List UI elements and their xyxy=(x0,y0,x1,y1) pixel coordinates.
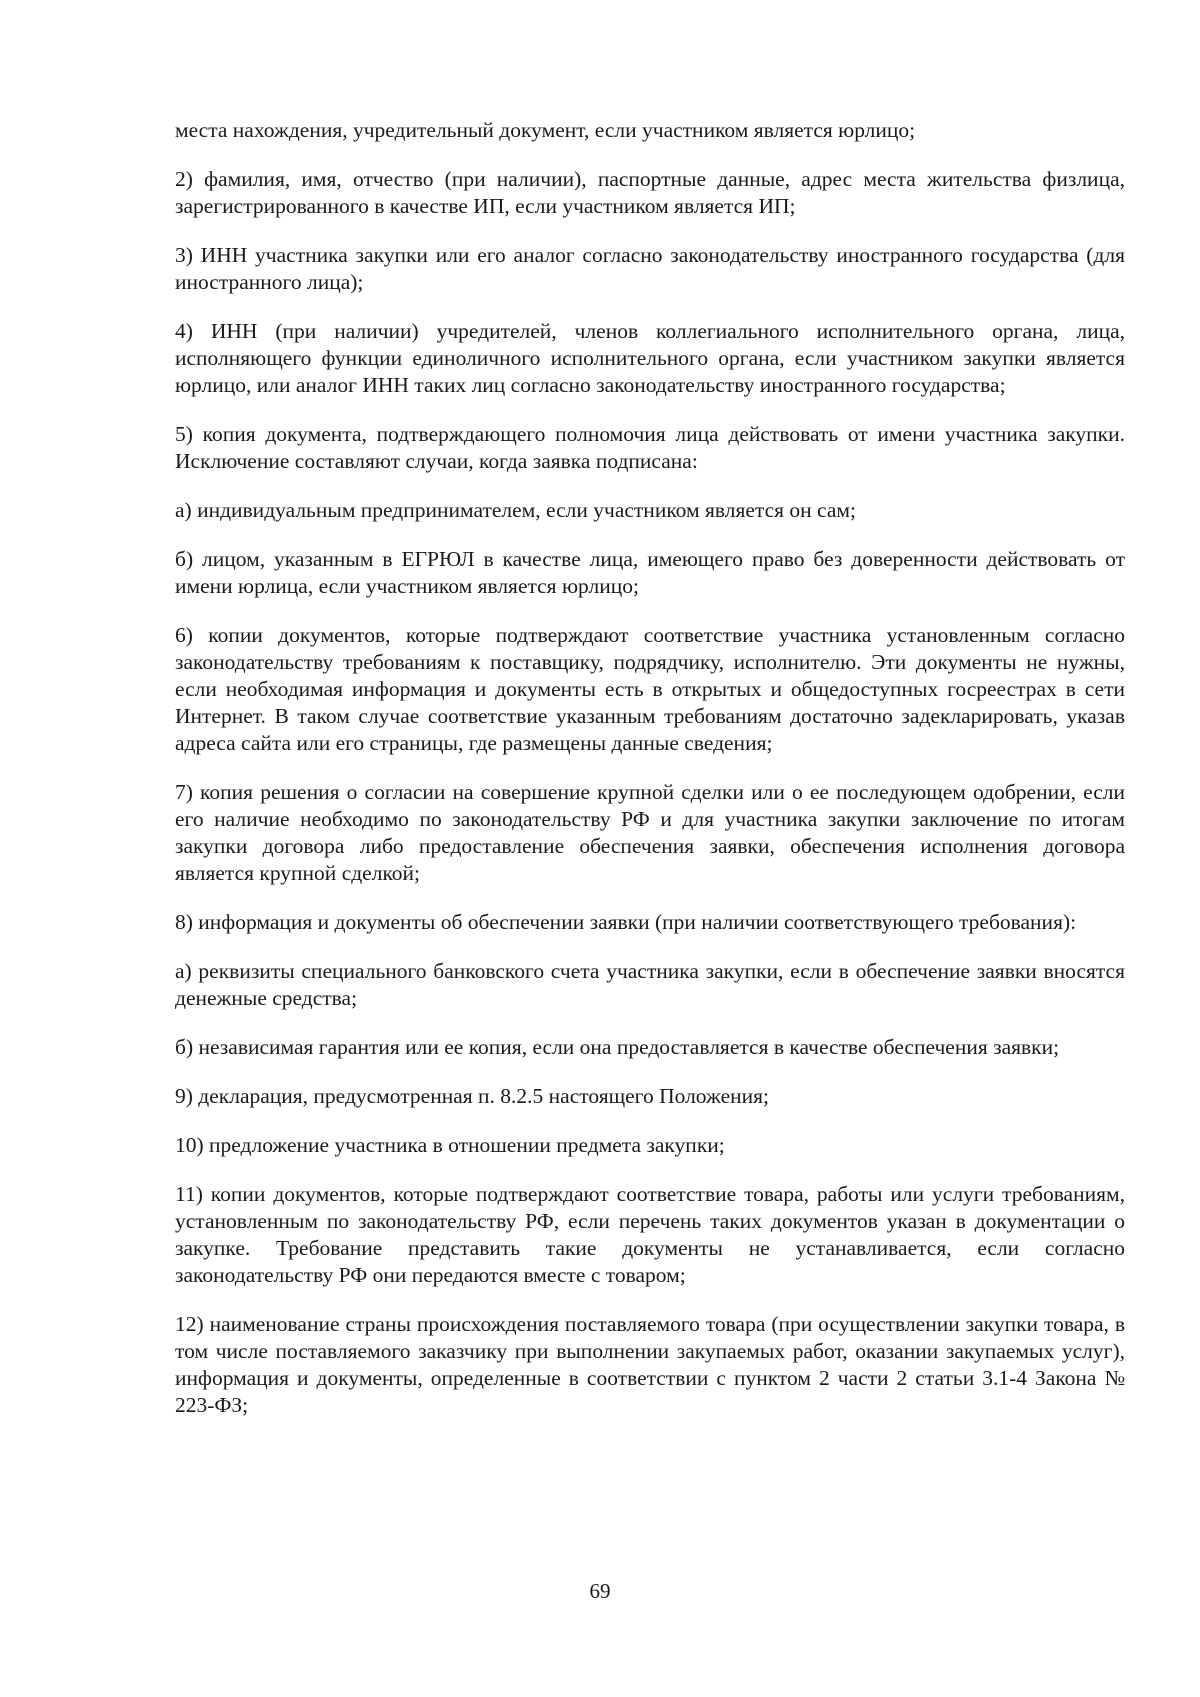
paragraph-11: а) реквизиты специального банковского счета участника закупки, если в обеспечение заявки вносятся денежные средства; xyxy=(175,959,1125,1010)
paragraph-6: а) индивидуальным предпринимателем, если участником является он сам; xyxy=(175,498,856,522)
paragraph-12: б) независимая гарантия или ее копия, если она предоставляется в качестве обеспечения заявки; xyxy=(175,1035,1060,1059)
paragraph-10: 8) информация и документы об обеспечении заявки (при наличии соответствующего требования): xyxy=(175,910,1077,934)
paragraph-4: 4) ИНН (при наличии) учредителей, членов коллегиального исполнительного органа, лица, исполняющего функции единоличного исполнительного органа, если участником закупки является юрлицо, или аналог ИНН таких лиц согласно законодательству иностранного государства; xyxy=(175,319,1125,397)
paragraph-16: 12) наименование страны происхождения поставляемого товара (при осуществлении закупки товара, в том числе поставляемого заказчику при выполнении закупаемых работ, оказании закупаемых услуг), информация и документы, определенные в соответствии с пунктом 2 части 2 статьи 3.1-4 Закона № 223-ФЗ; xyxy=(175,1312,1125,1417)
document-body xyxy=(175,117,1125,1419)
paragraph-14: 10) предложение участника в отношении предмета закупки; xyxy=(175,1133,725,1157)
paragraph-7: б) лицом, указанным в ЕГРЮЛ в качестве лица, имеющего право без доверенности действовать от имени юрлица, если участником является юрлицо; xyxy=(175,547,1125,598)
paragraph-1: места нахождения, учредительный документ, если участником является юрлицо; xyxy=(175,118,916,142)
paragraph-8: 6) копии документов, которые подтверждают соответствие участника установленным согласно законодательству требованиям к поставщику, подрядчику, исполнителю. Эти документы не нужны, если необходимая информация и документы есть в открытых и общедоступных госреестрах в сети Интернет. В таком случае соответствие указанным требованиям достаточно задекларировать, указав адреса сайта или его страницы, где размещены данные сведения; xyxy=(175,623,1125,755)
page-number: 69 xyxy=(589,1579,611,1603)
paragraph-15: 11) копии документов, которые подтверждают соответствие товара, работы или услуги требованиям, установленным по законодательству РФ, если перечень таких документов указан в документации о закупке. Требование представить такие документы не устанавливается, если согласно законодательству РФ они передаются вместе с товаром; xyxy=(175,1182,1125,1287)
paragraph-9: 7) копия решения о согласии на совершение крупной сделки или о ее последующем одобрении, если его наличие необходимо по законодательству РФ и для участника закупки заключение по итогам закупки договора либо предоставление обеспечения заявки, обеспечения исполнения договора является крупной сделкой; xyxy=(175,780,1125,885)
paragraph-3: 3) ИНН участника закупки или его аналог согласно законодательству иностранного государства (для иностранного лица); xyxy=(175,243,1125,294)
paragraph-2: 2) фамилия, имя, отчество (при наличии), паспортные данные, адрес места жительства физлица, зарегистрированного в качестве ИП, если участником является ИП; xyxy=(175,167,1125,218)
paragraph-5: 5) копия документа, подтверждающего полномочия лица действовать от имени участника закупки. Исключение составляют случаи, когда заявка подписана: xyxy=(175,422,1125,473)
paragraph-13: 9) декларация, предусмотренная п. 8.2.5 настоящего Положения; xyxy=(175,1084,770,1108)
